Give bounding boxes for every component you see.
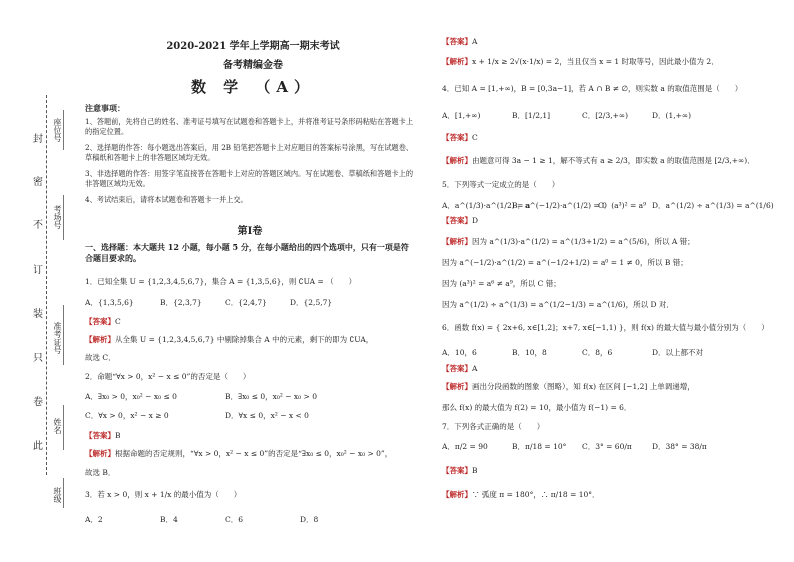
answer-label: 【答案】	[442, 133, 472, 142]
binding-char: 封	[33, 134, 43, 145]
q5-analysis	[442, 236, 695, 247]
q2-answer-value: B	[115, 431, 121, 440]
binding-char: 密	[33, 177, 43, 188]
binding-char: 订	[33, 265, 43, 276]
notice-heading: 注意事项：	[85, 103, 125, 113]
q2-analysis-text: 根据命题的否定规则，“∀x > 0，x² − x ≤ 0”的否定是“∃x₀ ≤ 0，x₀² − x₀ > 0”，	[115, 449, 393, 458]
notice-item: 1、答题前，先将自己的姓名、准考证号填写在试题卷和答题卡上，并将准考证号条形码粘贴在答题卡上的指定位置。	[85, 117, 414, 136]
q2-option-a: A．∃x₀ > 0，x₀² − x₀ ≤ 0	[85, 392, 177, 401]
question-7: 7．下列各式正确的是（ ）	[442, 422, 545, 431]
q4-answer-value: C	[472, 133, 478, 142]
exam-subtitle: 备考精编金卷	[223, 60, 283, 71]
q4-option-a: A．[1,+∞)	[442, 111, 481, 120]
answer-label: 【答案】	[442, 216, 472, 225]
field-line	[63, 405, 64, 450]
q7-option-c: C．3° = 60/π	[582, 442, 632, 451]
q3-option-c: C．6	[225, 515, 244, 524]
q1-option-b: B．{2,3,7}	[160, 298, 202, 307]
q2-option-c: C．∀x > 0，x² − x ≥ 0	[85, 411, 169, 420]
q6-option-d: D．以上都不对	[652, 348, 704, 357]
field-line	[63, 305, 64, 365]
question-2: 2．命题“∀x > 0，x² − x ≤ 0”的否定是（ ）	[85, 372, 251, 381]
analysis-label: 【解析】	[85, 335, 115, 344]
q3-analysis-text: x + 1/x ≥ 2√(x·1/x) = 2，当且仅当 x = 1 时取等号，因此最小值为 2．	[472, 57, 719, 66]
q6-analysis-text: 画出分段函数的图象（图略），知 f(x) 在区间 [−1,2] 上单调递增，	[472, 382, 695, 391]
analysis-label: 【解析】	[442, 237, 472, 246]
q3-answer	[442, 36, 477, 47]
q5-answer-value: D	[472, 216, 479, 225]
q6-analysis	[442, 381, 782, 392]
binding-char: 不	[33, 220, 43, 231]
q5-option-b: B．a^(−1/2)·a^(1/2) = 0	[512, 201, 607, 210]
q1-option-a: A．{1,3,5,6}	[85, 298, 134, 307]
q1-answer	[85, 316, 121, 327]
answer-label: 【答案】	[442, 364, 472, 373]
q6-option-c: C．8，6	[582, 348, 613, 357]
q3-option-b: B．4	[160, 515, 178, 524]
q2-conclusion: 故选 B．	[85, 468, 116, 477]
field-line	[63, 195, 64, 240]
q2-option-b: B．∃x₀ ≤ 0，x₀² − x₀ > 0	[225, 392, 317, 401]
q3-option-d: D．8	[300, 515, 319, 524]
section-heading: 一、选择题：本大题共 12 小题，每小题 5 分，在每小题给出的四个选项中，只有一项是符合题目要求的。	[85, 242, 409, 264]
field-class: 班级	[53, 487, 62, 503]
binding-char: 只	[33, 353, 43, 364]
question-6: 6．函数 f(x) = { 2x+6, x∈[1,2]；x+7, x∈[−1,1) }，则 f(x) 的最大值与最小值分别为（ ）	[442, 323, 769, 332]
q5-analysis-line: 因为 a^(−1/2)·a^(1/2) = a^(−1/2+1/2) = a⁰ = 1 ≠ 0，所以 B 错；	[442, 258, 688, 267]
q2-option-d: D．∀x ≤ 0，x² − x < 0	[225, 411, 309, 420]
notice-item: 3、非选择题的作答：用签字笔直接答在答题卡上对应的答题区域内。写在试题卷、草稿纸和答题卡上的非答题区域均无效。	[85, 169, 414, 188]
q4-option-c: C．[2/3,+∞)	[582, 111, 629, 120]
q4-analysis-text: 由题意可得 3a − 1 ≥ 1，解不等式有 a ≥ 2/3，即实数 a 的取值范围是 [2/3,+∞)．	[472, 156, 755, 165]
exam-title: 2020-2021 学年上学期高一期末考试	[166, 41, 340, 52]
subject-title: 数 学 （A）	[190, 78, 316, 96]
q1-answer-value: C	[115, 317, 121, 326]
q3-analysis	[442, 56, 782, 67]
q7-analysis-text: ∵ 弧度 π = 180°，∴ π/18 = 10°．	[472, 490, 600, 499]
field-line	[63, 110, 64, 150]
q5-answer	[442, 215, 478, 226]
q5-analysis-line: 因为 (a³)² = a⁶ ≠ a⁹，所以 C 错；	[442, 279, 561, 288]
notice-item: 4、考试结束后，请将本试题卷和答题卡一并上交。	[85, 195, 248, 204]
q4-answer	[442, 132, 478, 143]
binding-dashed-line	[46, 95, 47, 475]
binding-char: 装	[33, 309, 43, 320]
q1-analysis	[85, 334, 415, 345]
q2-analysis	[85, 448, 415, 459]
q4-option-d: D．(1,+∞)	[652, 111, 692, 120]
q6-answer-value: A	[472, 364, 478, 373]
q5-option-d: D．a^(1/2) ÷ a^(1/3) = a^(1/6)	[652, 201, 774, 210]
analysis-label: 【解析】	[442, 490, 472, 499]
q6-option-a: A．10，6	[442, 348, 477, 357]
q6-conclusion: 那么 f(x) 的最大值为 f(2) = 10，最小值为 f(−1) = 6．	[442, 403, 632, 412]
q7-answer-value: B	[472, 466, 478, 475]
q1-option-d: D．{2,5,7}	[290, 298, 333, 307]
question-1: 1．已知全集 U = {1,2,3,4,5,6,7}，集合 A = {1,3,5,6}，则 ∁UA = （ ）	[85, 277, 357, 286]
q1-analysis-text: 从全集 U = {1,2,3,4,5,6,7} 中剔除掉集合 A 中的元素，剩下的即为 ∁UA，	[115, 335, 374, 344]
q7-option-a: A．π/2 = 90	[442, 442, 488, 451]
binding-strip	[0, 0, 80, 562]
field-exam-room: 考场号	[53, 205, 62, 229]
q1-option-c: C．{2,4,7}	[225, 298, 267, 307]
q2-answer	[85, 430, 121, 441]
field-seat-number: 座位号	[53, 118, 62, 142]
q5-analysis-line: 因为 a^(1/3)·a^(1/2) = a^(1/3+1/2) = a^(5/6)，所以 A 错；	[472, 237, 695, 246]
answer-label: 【答案】	[442, 37, 472, 46]
q7-option-d: D．38° = 38/π	[652, 442, 707, 451]
binding-char: 卷	[33, 397, 43, 408]
q3-option-a: A．2	[85, 515, 103, 524]
q5-option-c: C．(a³)² = a⁹	[598, 201, 647, 210]
answer-label: 【答案】	[85, 317, 115, 326]
field-line	[63, 478, 64, 508]
q6-option-b: B．10，8	[512, 348, 547, 357]
analysis-label: 【解析】	[442, 382, 472, 391]
q6-answer	[442, 363, 477, 374]
question-4: 4．已知 A = [1,+∞)，B = [0,3a−1]，若 A ∩ B ≠ ∅，则实数 a 的取值范围是（ ）	[442, 84, 743, 93]
q7-option-b: B．π/18 = 10°	[512, 442, 567, 451]
q5-option-a: A．a^(1/3)·a^(1/2) = a	[442, 201, 531, 210]
binding-char: 此	[33, 441, 43, 452]
question-3: 3．若 x > 0，则 x + 1/x 的最小值为（ ）	[85, 490, 242, 499]
analysis-label: 【解析】	[85, 449, 115, 458]
volume-heading: 第Ⅰ卷	[237, 226, 263, 237]
q7-analysis	[442, 489, 600, 500]
question-5: 5．下列等式一定成立的是（ ）	[442, 180, 560, 189]
answer-label: 【答案】	[85, 431, 115, 440]
q4-analysis	[442, 155, 782, 166]
analysis-label: 【解析】	[442, 156, 472, 165]
analysis-label: 【解析】	[442, 57, 472, 66]
q3-answer-value: A	[472, 37, 478, 46]
notice-item: 2、选择题的作答：每小题选出答案后，用 2B 铅笔把答题卡上对应题目的答案标号涂黑，写在试题卷、草稿纸和答题卡上的非答题区域均无效。	[85, 143, 414, 162]
answer-label: 【答案】	[442, 466, 472, 475]
q1-conclusion: 故选 C．	[85, 353, 116, 362]
q5-analysis-line: 因为 a^(1/2) ÷ a^(1/3) = a^(1/2−1/3) = a^(1/6)，所以 D 对．	[442, 300, 674, 309]
field-admission-number: 准考证号	[53, 322, 62, 354]
q4-option-b: B．[1/2,1]	[512, 111, 551, 120]
q7-answer	[442, 465, 478, 476]
field-name: 姓名	[53, 418, 62, 434]
